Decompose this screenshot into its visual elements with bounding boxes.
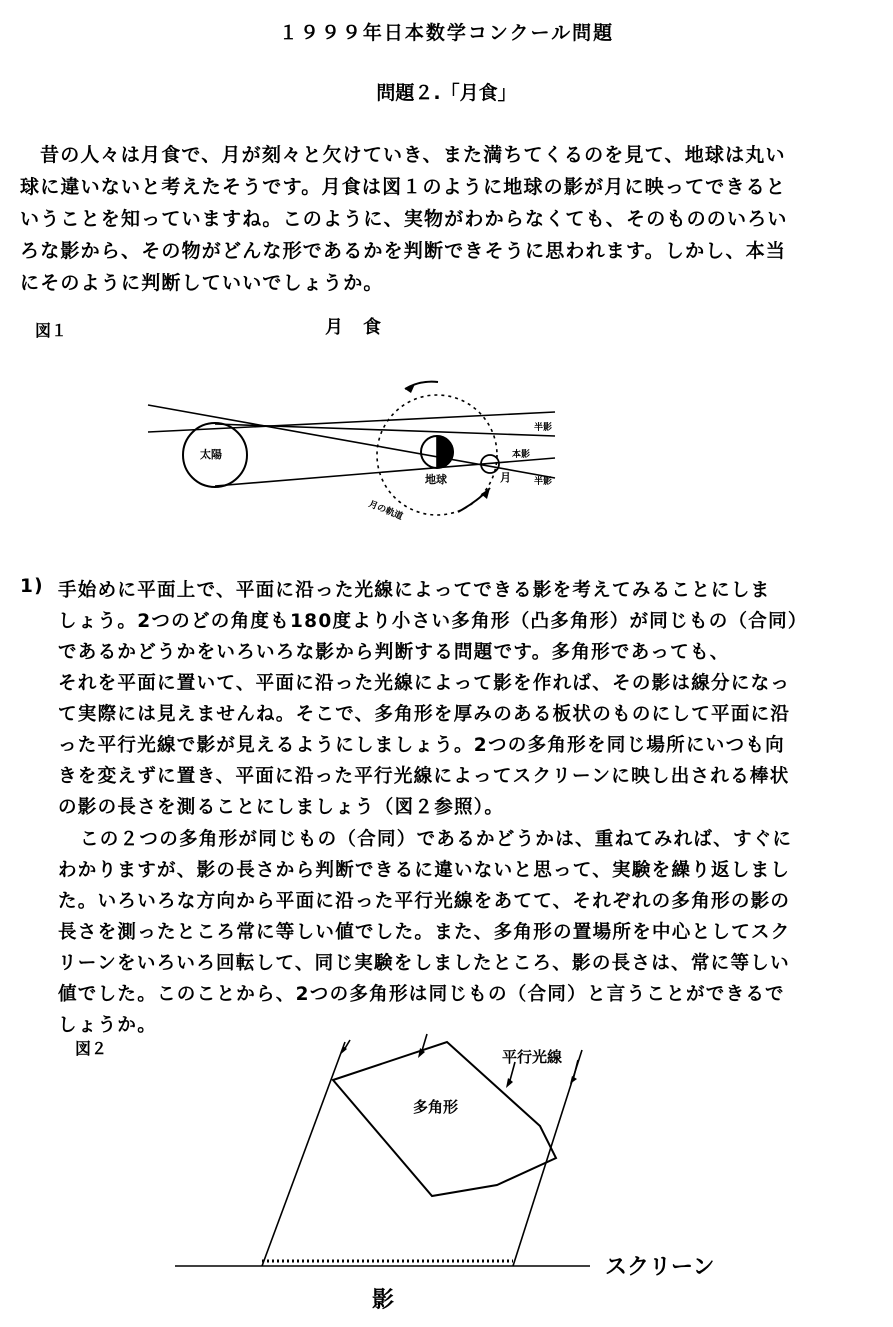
moon-label: 月 xyxy=(500,471,511,484)
figure1-label: 図１ xyxy=(35,321,68,340)
earth-label: 地球 xyxy=(425,473,447,486)
question-line: であるかどうかをいろいろな影から判断する問題です。多角形であっても、 xyxy=(58,642,730,663)
intro-line: 球に違いないと考えたそうです。月食は図１のように地球の影が月に映ってできると xyxy=(20,176,787,198)
polygon-shadow-diagram xyxy=(0,1030,893,1327)
figure1-title: 月食 xyxy=(325,317,401,338)
penumbra-bottom-label: 半影 xyxy=(534,477,553,487)
question-line: 長さを測ったところ常に等しい値でした。また、多角形の置場所を中心としてスク xyxy=(58,922,791,943)
umbra-label: 本影 xyxy=(512,450,531,460)
intro-line: ろな影から、その物がどんな形であるかを判断できそうに思われます。しかし、本当 xyxy=(20,240,787,262)
question-line: った平行光線で影が見えるようにしましょう。2つの多角形を同じ場所にいつも向 xyxy=(58,735,785,756)
lunar-eclipse-diagram xyxy=(0,360,893,535)
question-line: しょう。2つのどの角度も180度より小さい多角形（凸多角形）が同じもの（合同） xyxy=(58,611,808,632)
intro-line: いうことを知っていますね。このように、実物がわからなくても、そのもののいろい xyxy=(20,208,788,230)
question-line: この２つの多角形が同じもの（合同）であるかどうかは、重ねてみれば、すぐに xyxy=(80,829,793,850)
problem-heading: 問題２.「月食」 xyxy=(376,82,517,104)
sun-label: 太陽 xyxy=(200,448,222,461)
parallel-rays-label: 平行光線 xyxy=(502,1048,563,1066)
screen-label: スクリーン xyxy=(605,1255,715,1280)
question-line: それを平面に置いて、平面に沿った光線によって影を作れば、その影は線分になっ xyxy=(58,673,791,694)
question-line: の影の長さを測ることにしましょう（図２参照）。 xyxy=(58,797,505,818)
intro-line: にそのように判断していいでしょうか。 xyxy=(20,272,384,294)
question-line: しょうか。 xyxy=(58,1015,158,1036)
penumbra-top-label: 半影 xyxy=(534,423,553,433)
shadow-label: 影 xyxy=(372,1288,395,1313)
intro-line: 昔の人々は月食で、月が刻々と欠けていき、また満ちてくるのを見て、地球は丸い xyxy=(40,144,786,166)
question-line: た。いろいろな方向から平面に沿った平行光線をあてて、それぞれの多角形の影の xyxy=(58,891,791,912)
moon-orbit-label: 月の軌道 xyxy=(366,499,405,523)
figure2-label: 図２ xyxy=(75,1039,108,1058)
page-title: １９９９年日本数学コンクール問題 xyxy=(278,22,615,44)
question-line: わかりますが、影の長さから判断できるに違いないと思って、実験を繰り返しまし xyxy=(58,860,791,881)
question-line: て実際には見えませんね。そこで、多角形を厚みのある板状のものにして平面に沿 xyxy=(58,704,791,725)
polygon-label: 多角形 xyxy=(413,1098,459,1116)
question-line: 手始めに平面上で、平面に沿った光線によってできる影を考えてみることにしま xyxy=(58,580,771,601)
question-line: きを変えずに置き、平面に沿った平行光線によってスクリーンに映し出される棒状 xyxy=(58,766,790,787)
question-number: 1) xyxy=(20,576,44,597)
question-line: 値でした。このことから、2つの多角形は同じもの（合同）と言うことができるで xyxy=(58,984,785,1005)
question-line: リーンをいろいろ回転して、同じ実験をしましたところ、影の長さは、常に等しい xyxy=(58,953,790,974)
